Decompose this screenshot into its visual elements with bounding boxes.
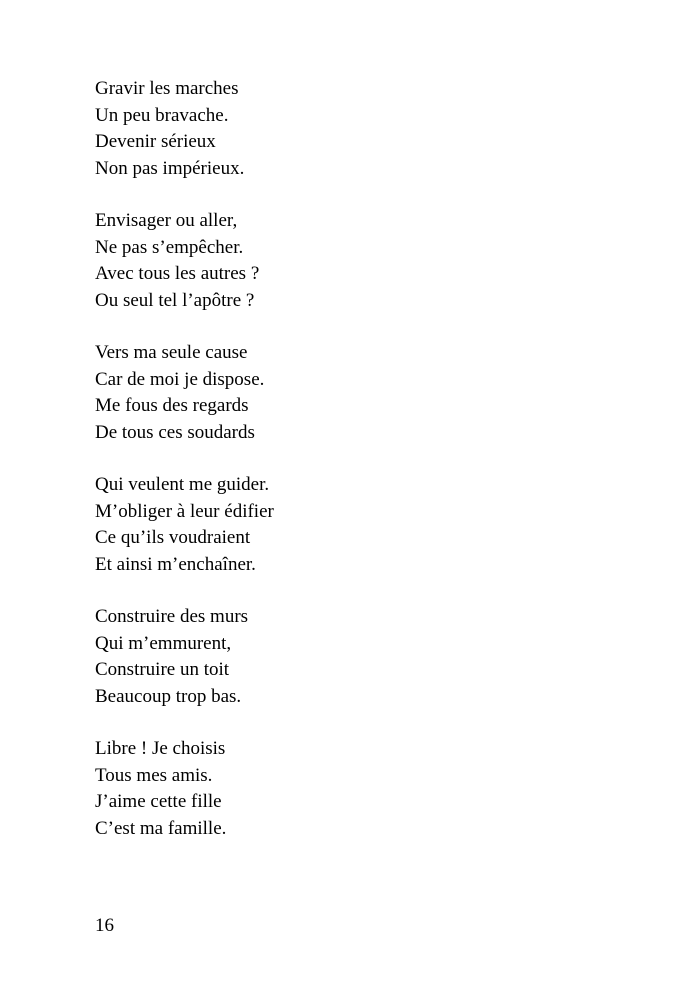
poem-line: C’est ma famille. [95, 817, 227, 839]
stanza-4 [95, 472, 655, 578]
poem-line: Et ainsi m’enchaîner. [95, 553, 256, 575]
poem-line: De tous ces soudards [95, 421, 255, 443]
poem-line: Un peu bravache. [95, 104, 229, 126]
poem-line: Beaucoup trop bas. [95, 685, 242, 707]
poem-line: Qui veulent me guider. [95, 474, 270, 495]
poem-line: Devenir sérieux [95, 131, 216, 152]
poem-line: Me fous des regards [95, 395, 249, 416]
stanza-3 [95, 340, 655, 446]
poem [95, 76, 655, 868]
poem-line: Construire un toit [95, 659, 230, 680]
page-number: 16 [95, 915, 114, 936]
poem-line: Non pas impérieux. [95, 157, 245, 179]
poem-line: Envisager ou aller, [95, 210, 238, 231]
stanza-2 [95, 208, 655, 314]
poem-line: Avec tous les autres ? [95, 263, 260, 284]
poem-line: Ou seul tel l’apôtre ? [95, 289, 255, 311]
poem-line: Construire des murs [95, 606, 249, 627]
poem-line: Tous mes amis. [95, 764, 213, 786]
stanza-6 [95, 736, 655, 842]
poem-line: Ne pas s’empêcher. [95, 236, 244, 258]
poem-line: J’aime cette fille [95, 791, 222, 812]
stanza-5 [95, 604, 655, 710]
poem-line: Ce qu’ils voudraient [95, 527, 251, 548]
poem-line: Car de moi je dispose. [95, 368, 265, 390]
poem-line: Gravir les marches [95, 78, 239, 99]
poem-line: Vers ma seule cause [95, 342, 248, 363]
poem-line: Libre ! Je choisis [95, 738, 226, 759]
stanza-1 [95, 76, 655, 182]
poem-line: Qui m’emmurent, [95, 632, 232, 654]
poem-line: M’obliger à leur édifier [95, 500, 274, 522]
